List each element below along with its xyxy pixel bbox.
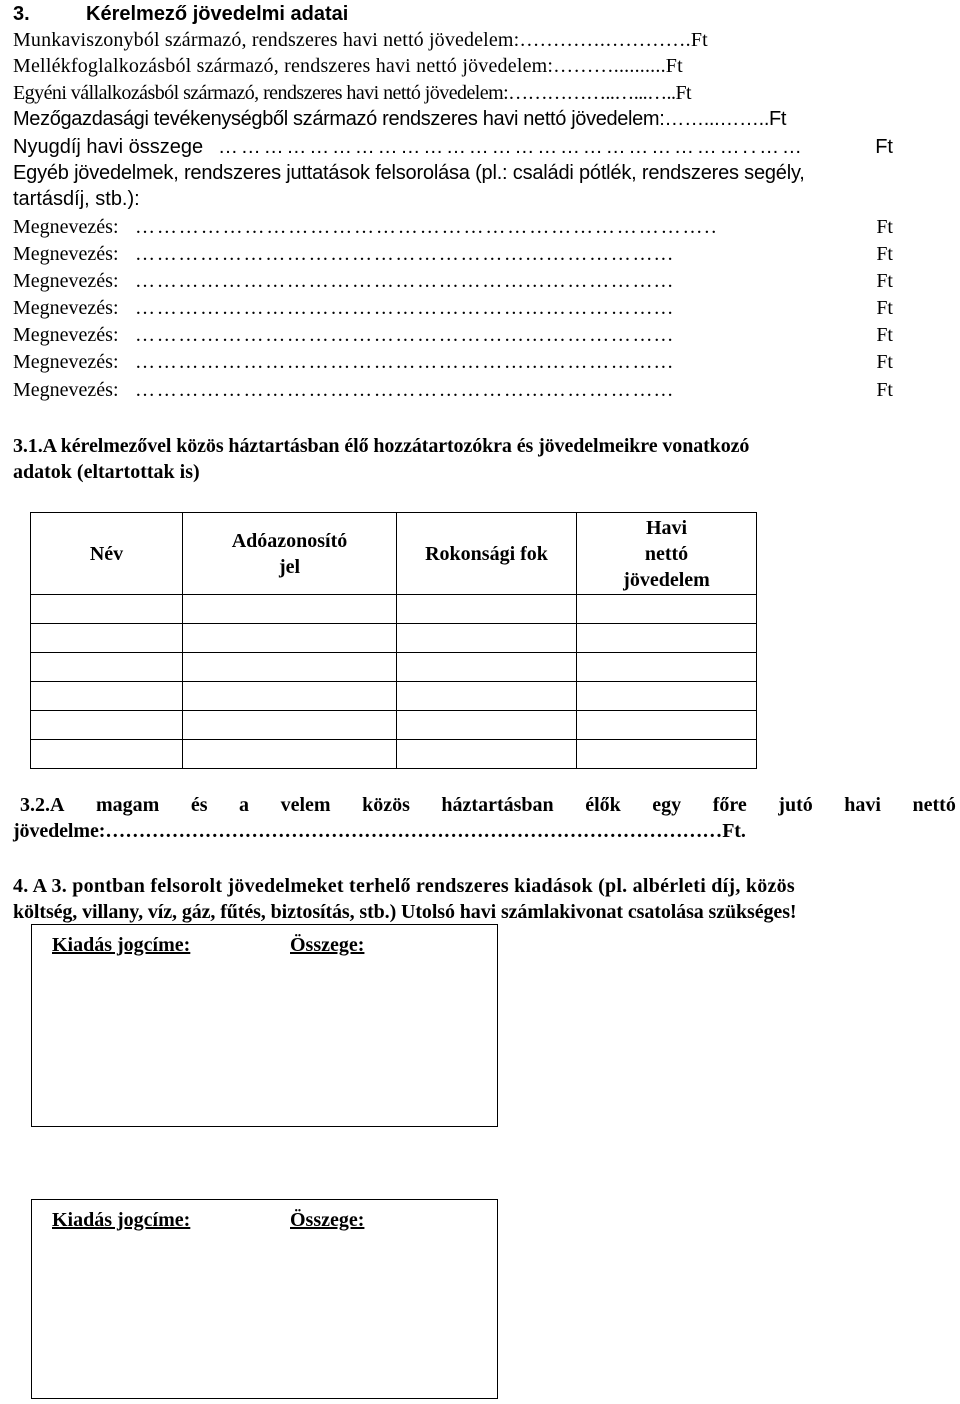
income-row-self-employed: Egyéni vállalkozásból származó, rendszeres havi nettó jövedelem:……………..…...…..Ft [13,82,692,104]
table-cell[interactable] [183,740,397,769]
col-header-net-income: Havi nettó jövedelem [577,513,757,595]
table-row [31,740,757,769]
item-label: Megnevezés: [13,379,119,401]
pension-label: Nyugdíj havi összege [13,136,204,158]
item-dots: ………………………………………………...……………... [135,351,675,373]
table-cell[interactable] [577,653,757,682]
expense-title-label: Kiadás jogcíme: [52,934,191,956]
section32-word: háztartásban [441,794,554,816]
table-cell[interactable] [397,653,577,682]
pension-unit: Ft [875,136,893,158]
item-unit: Ft [876,297,893,319]
item-dots: ………………………………………………...……………... [135,324,675,346]
income-row-employment: Munkaviszonyból származó, rendszeres havi nettó jövedelem:………….………….Ft [13,29,708,51]
table-row [31,653,757,682]
table-cell[interactable] [31,682,183,711]
table-row [31,711,757,740]
table-cell[interactable] [183,711,397,740]
expense-title-label: Kiadás jogcíme: [52,1209,191,1231]
section32-word: egy [652,794,682,816]
section4-line1: 4. A 3. pontban felsorolt jövedelmeket terhelő rendszeres kiadások (pl. albérleti díj, közös [13,875,795,897]
item-label: Megnevezés: [13,243,119,265]
section32-word: főre [712,794,747,816]
income-row-side-job: Mellékfoglalkozásból származó, rendszeres havi nettó jövedelem:………..........Ft [13,55,683,77]
item-dots: …………………………………………………………………….. [135,216,719,238]
item-label: Megnevezés: [13,297,119,319]
item-label: Megnevezés: [13,324,119,346]
col-header-tax-id: Adóazonosító jel [183,513,397,595]
item-unit: Ft [876,351,893,373]
other-income-label-cont: tartásdíj, stb.): [13,188,140,210]
table-cell[interactable] [183,595,397,624]
household-table [30,512,757,769]
table-cell[interactable] [577,711,757,740]
table-cell[interactable] [31,653,183,682]
other-income-label: Egyéb jövedelmek, rendszeres juttatások felsorolása (pl.: családi pótlék, rendszeres segély, [13,162,805,184]
section31-title-line2: adatok (eltartottak is) [13,461,200,483]
table-cell[interactable] [577,595,757,624]
section32-word: jutó [778,794,813,816]
item-dots: ………………………………………………...……………... [135,379,675,401]
table-cell[interactable] [577,624,757,653]
item-unit: Ft [876,243,893,265]
expense-table[interactable] [31,1199,498,1399]
section4-line2: költség, villany, víz, gáz, fűtés, biztosítás, stb.) Utolsó havi számlakivonat csatolása szükséges! [13,901,797,923]
table-cell[interactable] [31,740,183,769]
item-dots: ………………………………………………...……………... [135,243,675,265]
item-label: Megnevezés: [13,270,119,292]
table-row [31,595,757,624]
item-dots: ………………………………………………...……………... [135,270,675,292]
section31-title-line1: 3.1.A kérelmezővel közös háztartásban élő hozzátartozókra és jövedelmeikre vonatkozó [13,435,750,457]
col-header-name: Név [31,513,183,595]
table-cell[interactable] [183,624,397,653]
table-cell[interactable] [397,624,577,653]
section32-line1 [20,792,956,818]
table-cell[interactable] [183,682,397,711]
income-row-agriculture: Mezőgazdasági tevékenységből származó rendszeres havi nettó jövedelem:……...……..Ft [13,108,787,130]
table-row [31,624,757,653]
expense-table[interactable] [31,924,498,1127]
section32-word: a [239,794,250,816]
table-cell[interactable] [397,711,577,740]
col-header-relationship: Rokonsági fok [397,513,577,595]
table-row [31,682,757,711]
section32-word: és [190,794,208,816]
item-unit: Ft [876,216,893,238]
section32-word: havi [844,794,881,816]
expense-amount-label: Összege: [290,934,365,956]
table-cell[interactable] [183,653,397,682]
section32-word: élők [585,794,621,816]
table-cell[interactable] [397,740,577,769]
section32-word: magam [95,794,160,816]
table-cell[interactable] [31,595,183,624]
item-label: Megnevezés: [13,351,119,373]
section32-word: közös [362,794,410,816]
household-table-header [31,513,757,595]
section32-word: 3.2.A [20,794,65,816]
item-unit: Ft [876,324,893,346]
table-cell[interactable] [397,595,577,624]
item-dots: ………………………………………………...……………... [135,297,675,319]
table-cell[interactable] [31,624,183,653]
section32-line2: jövedelme:…………………………………………………………………………………Ft. [13,820,746,842]
table-cell[interactable] [577,682,757,711]
table-cell[interactable] [577,740,757,769]
section32-word: velem [280,794,331,816]
section-title: Kérelmező jövedelmi adatai [86,3,349,25]
item-unit: Ft [876,379,893,401]
expense-amount-label: Összege: [290,1209,365,1231]
item-label: Megnevezés: [13,216,119,238]
table-cell[interactable] [397,682,577,711]
section32-word: nettó [912,794,956,816]
item-unit: Ft [876,270,893,292]
section-number: 3. [13,3,30,25]
pension-dots: ……………………………………………………………..…… [218,136,805,158]
table-cell[interactable] [31,711,183,740]
